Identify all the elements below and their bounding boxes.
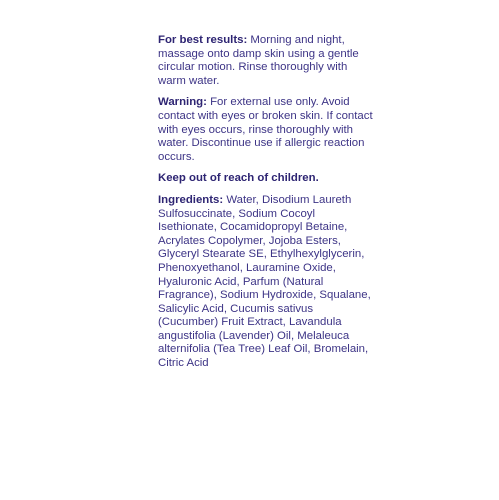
ingredients-heading: Ingredients: (158, 193, 224, 206)
ingredients-section (158, 194, 373, 371)
warning-heading: Warning: (158, 96, 207, 109)
ingredients-list: Water, Disodium Laureth Sulfosuccinate, Sodium Cocoyl Isethionate, Cocamidopropyl Betaine, Acrylates Copolymer, Jojoba Esters, Glyceryl Stearate SE, Ethylhexylglycerin, Phenoxyethanol, Lauramine Oxide, Hyaluronic Acid, Parfum (Natural Fragrance), Sodium Hydroxide, Squalane, Salicylic Acid, Cucumis sativus (Cucumber) Fruit Extract, Lavandula angustifolia (Lavender) Oil, Melaleuca alternifolia (Tea Tree) Leaf Oil, Bromelain, Citric Acid (158, 193, 371, 370)
warning-section (158, 96, 373, 164)
usage-heading: For best results: (158, 34, 248, 46)
children-notice: Keep out of reach of children. (158, 172, 319, 185)
warning-text: For external use only. Avoid contact with eyes or broken skin. If contact with eyes occurs, rinse thoroughly with water. Discontinue use if allergic reaction occurs. (158, 96, 373, 163)
usage-text: Morning and night, massage onto damp skin using a gentle circular motion. Rinse thoroughly with warm water. (158, 34, 359, 87)
product-label-panel (158, 34, 373, 371)
usage-directions (158, 34, 373, 88)
